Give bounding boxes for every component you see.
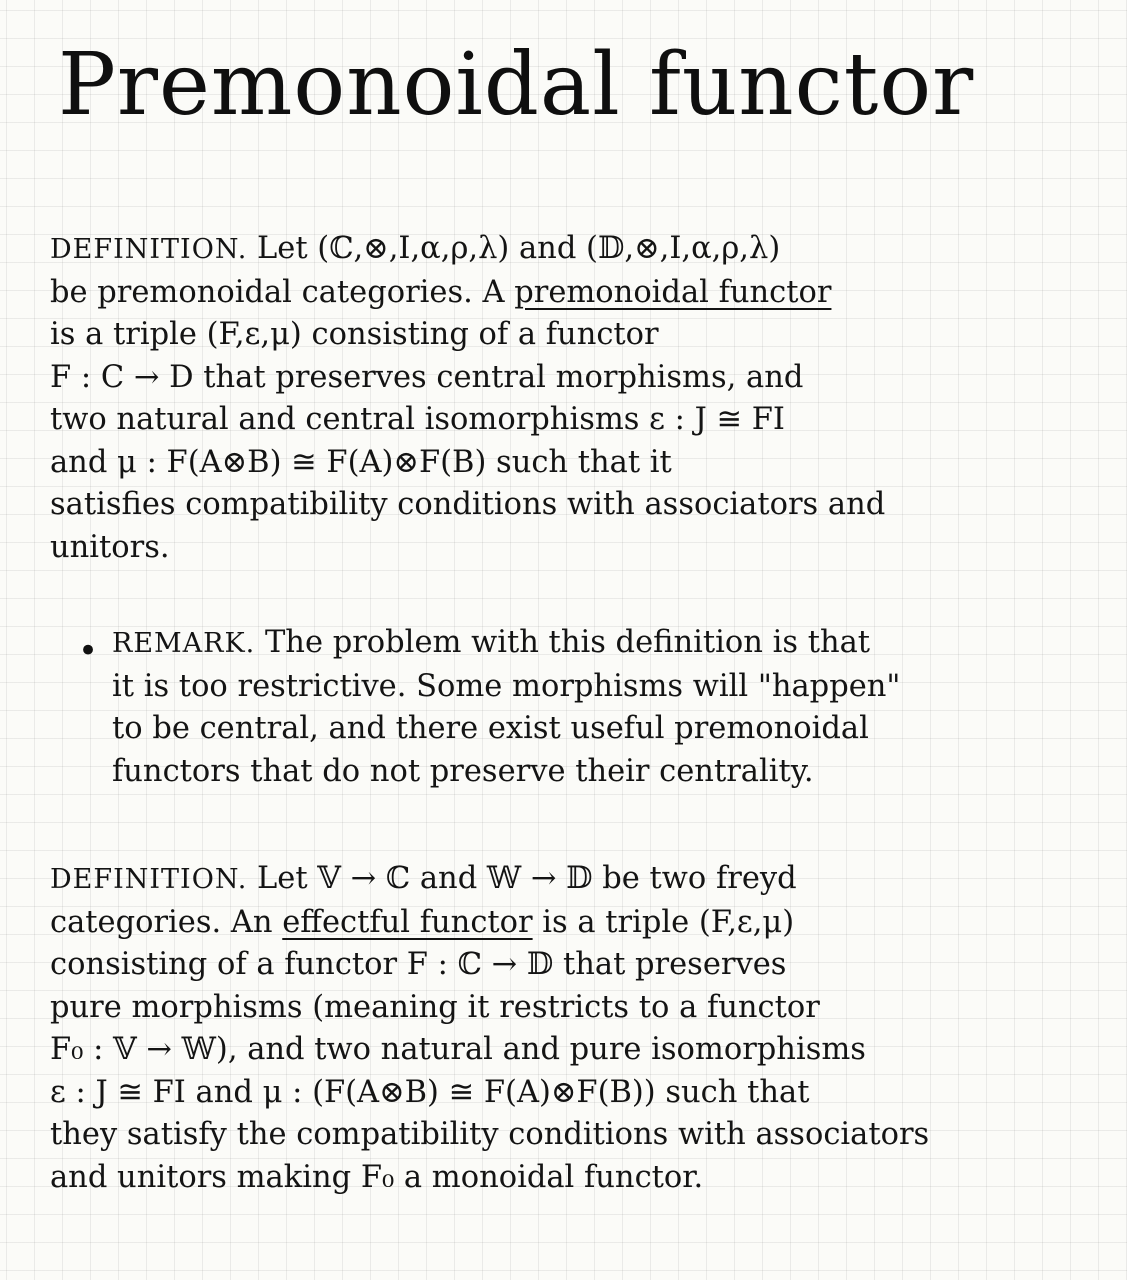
definition-text: Let 𝕍 → ℂ and 𝕎 → 𝔻 be two freyd	[247, 861, 797, 896]
definition-line: F₀ : 𝕍 → 𝕎), and two natural and pure isomorphisms	[50, 1032, 866, 1067]
definition-line: unitors.	[50, 529, 170, 565]
remark-line: it is too restrictive. Some morphisms will "happen"	[112, 668, 901, 704]
definition-line: two natural and central isomorphisms ε : J ≅ FI	[50, 402, 785, 437]
remark-block	[112, 622, 1042, 793]
definition-text: categories. An	[50, 904, 283, 940]
definition-line: satisfies compatibility conditions with associators and	[50, 487, 886, 522]
remark-line: to be central, and there exist useful premonoidal	[112, 711, 869, 746]
definition-line	[50, 272, 1050, 315]
definition-premonoidal-functor	[50, 228, 1050, 569]
definition-line: and unitors making F₀ a monoidal functor.	[50, 1159, 704, 1195]
definition-line: consisting of a functor F : ℂ → 𝔻 that preserves	[50, 947, 787, 982]
definition-text: Let (ℂ,⊗,I,α,ρ,λ) and (𝔻,⊗,I,α,ρ,λ)	[247, 231, 781, 266]
definition-label: DEFINITION.	[50, 234, 248, 265]
definition-line	[50, 228, 1050, 272]
definition-text: be premonoidal categories. A	[50, 274, 515, 310]
highlighted-term: premonoidal functor	[514, 274, 832, 310]
remark-label: REMARK.	[112, 628, 256, 659]
definition-line: ε : J ≅ FI and μ : (F(A⊗B) ≅ F(A)⊗F(B)) such that	[50, 1074, 810, 1110]
definition-label: DEFINITION.	[50, 864, 248, 895]
definition-line: they satisfy the compatibility conditions with associators	[50, 1117, 930, 1152]
definition-line	[50, 858, 1090, 902]
remark-line: functors that do not preserve their centrality.	[112, 753, 814, 789]
page-title: Premonoidal functor	[58, 35, 975, 135]
definition-line: is a triple (F,ε,μ) consisting of a functor	[50, 317, 659, 352]
remark-line	[112, 622, 1042, 666]
definition-line	[50, 902, 1090, 945]
definition-text: is a triple (F,ε,μ)	[532, 904, 795, 940]
definition-effectful-functor	[50, 858, 1090, 1199]
bullet-point: •	[78, 631, 99, 671]
highlighted-term: effectful functor	[282, 904, 533, 940]
definition-line: F : C → D that preserves central morphisms, and	[50, 359, 804, 395]
remark-text: The problem with this definition is that	[255, 625, 871, 660]
definition-line: pure morphisms (meaning it restricts to a functor	[50, 989, 820, 1025]
definition-line: and μ : F(A⊗B) ≅ F(A)⊗F(B) such that it	[50, 444, 672, 480]
